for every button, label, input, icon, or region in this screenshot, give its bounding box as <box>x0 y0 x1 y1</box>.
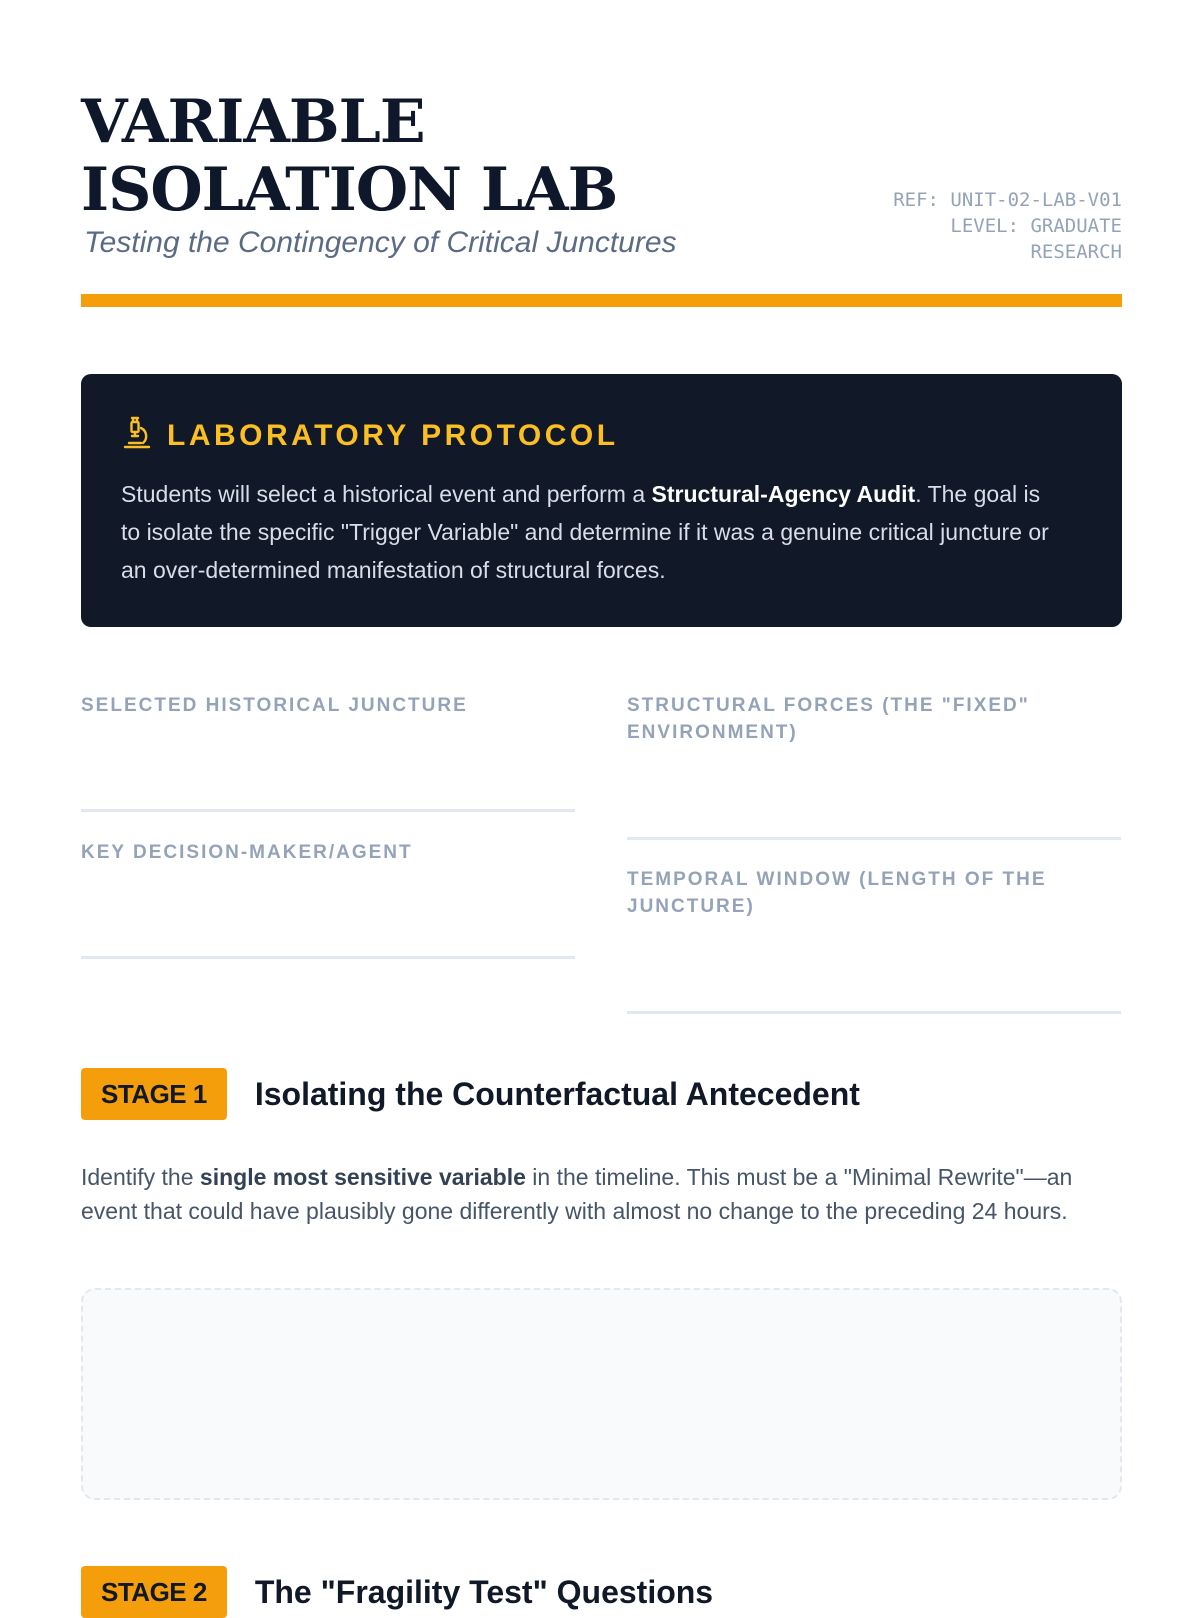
level-value: RESEARCH <box>1030 241 1122 263</box>
stage-2-badge: STAGE 2 <box>81 1566 227 1618</box>
protocol-header <box>121 416 1082 455</box>
header-divider <box>81 294 1122 307</box>
protocol-text-start: Students will select a historical event and perform a <box>121 481 652 507</box>
field-label: KEY DECISION-MAKER/AGENT <box>81 842 413 863</box>
stage-1-text-start: Identify the <box>81 1164 200 1190</box>
field-structural-forces[interactable] <box>627 692 1121 840</box>
field-underline <box>627 837 1121 840</box>
field-label: TEMPORAL WINDOW (LENGTH OF THE JUNCTURE) <box>627 869 1047 917</box>
microscope-icon <box>121 416 153 455</box>
stage-1-text-end: in the timeline. This must be a "Minimal Rewrite"—an event that could have plausibly gone differently with almost no change to the preceding 24 hours. <box>81 1164 1073 1224</box>
stage-2-title: The "Fragility Test" Questions <box>254 1573 714 1610</box>
stage-1-answer-box[interactable] <box>81 1288 1122 1500</box>
stage-1-title: Isolating the Counterfactual Antecedent <box>254 1075 860 1112</box>
protocol-text-emphasis: Structural-Agency Audit <box>651 481 916 507</box>
stage-2-header <box>81 1566 713 1618</box>
field-label: STRUCTURAL FORCES (THE "FIXED" ENVIRONMENT) <box>627 695 1030 743</box>
page-subtitle: Testing the Contingency of Critical Junctures <box>84 226 677 259</box>
protocol-title: LABORATORY PROTOCOL <box>167 418 619 452</box>
stage-1-instructions <box>81 1160 1122 1228</box>
field-historical-juncture[interactable] <box>81 692 575 814</box>
field-underline <box>627 1011 1121 1014</box>
stage-1-header <box>81 1068 860 1120</box>
field-temporal-window[interactable] <box>627 866 1121 1014</box>
reference-block <box>802 187 1122 265</box>
protocol-text-end: . The goal is to isolate the specific "Trigger Variable" and determine if it was a genuine critical juncture or an over-determined manifestation of structural forces. <box>121 481 1049 583</box>
page-title: VARIABLE ISOLATION LAB <box>81 87 618 225</box>
field-key-agent[interactable] <box>81 839 575 961</box>
field-label: SELECTED HISTORICAL JUNCTURE <box>81 695 468 716</box>
level-label: LEVEL: GRADUATE <box>950 215 1122 237</box>
stage-1-text-emphasis: single most sensitive variable <box>199 1164 526 1190</box>
field-underline <box>81 956 575 959</box>
protocol-box <box>81 374 1122 627</box>
protocol-description <box>121 475 1051 589</box>
ref-code: REF: UNIT-02-LAB-V01 <box>893 189 1122 211</box>
header <box>81 88 1122 268</box>
field-underline <box>81 809 575 812</box>
stage-1-badge: STAGE 1 <box>81 1068 227 1120</box>
